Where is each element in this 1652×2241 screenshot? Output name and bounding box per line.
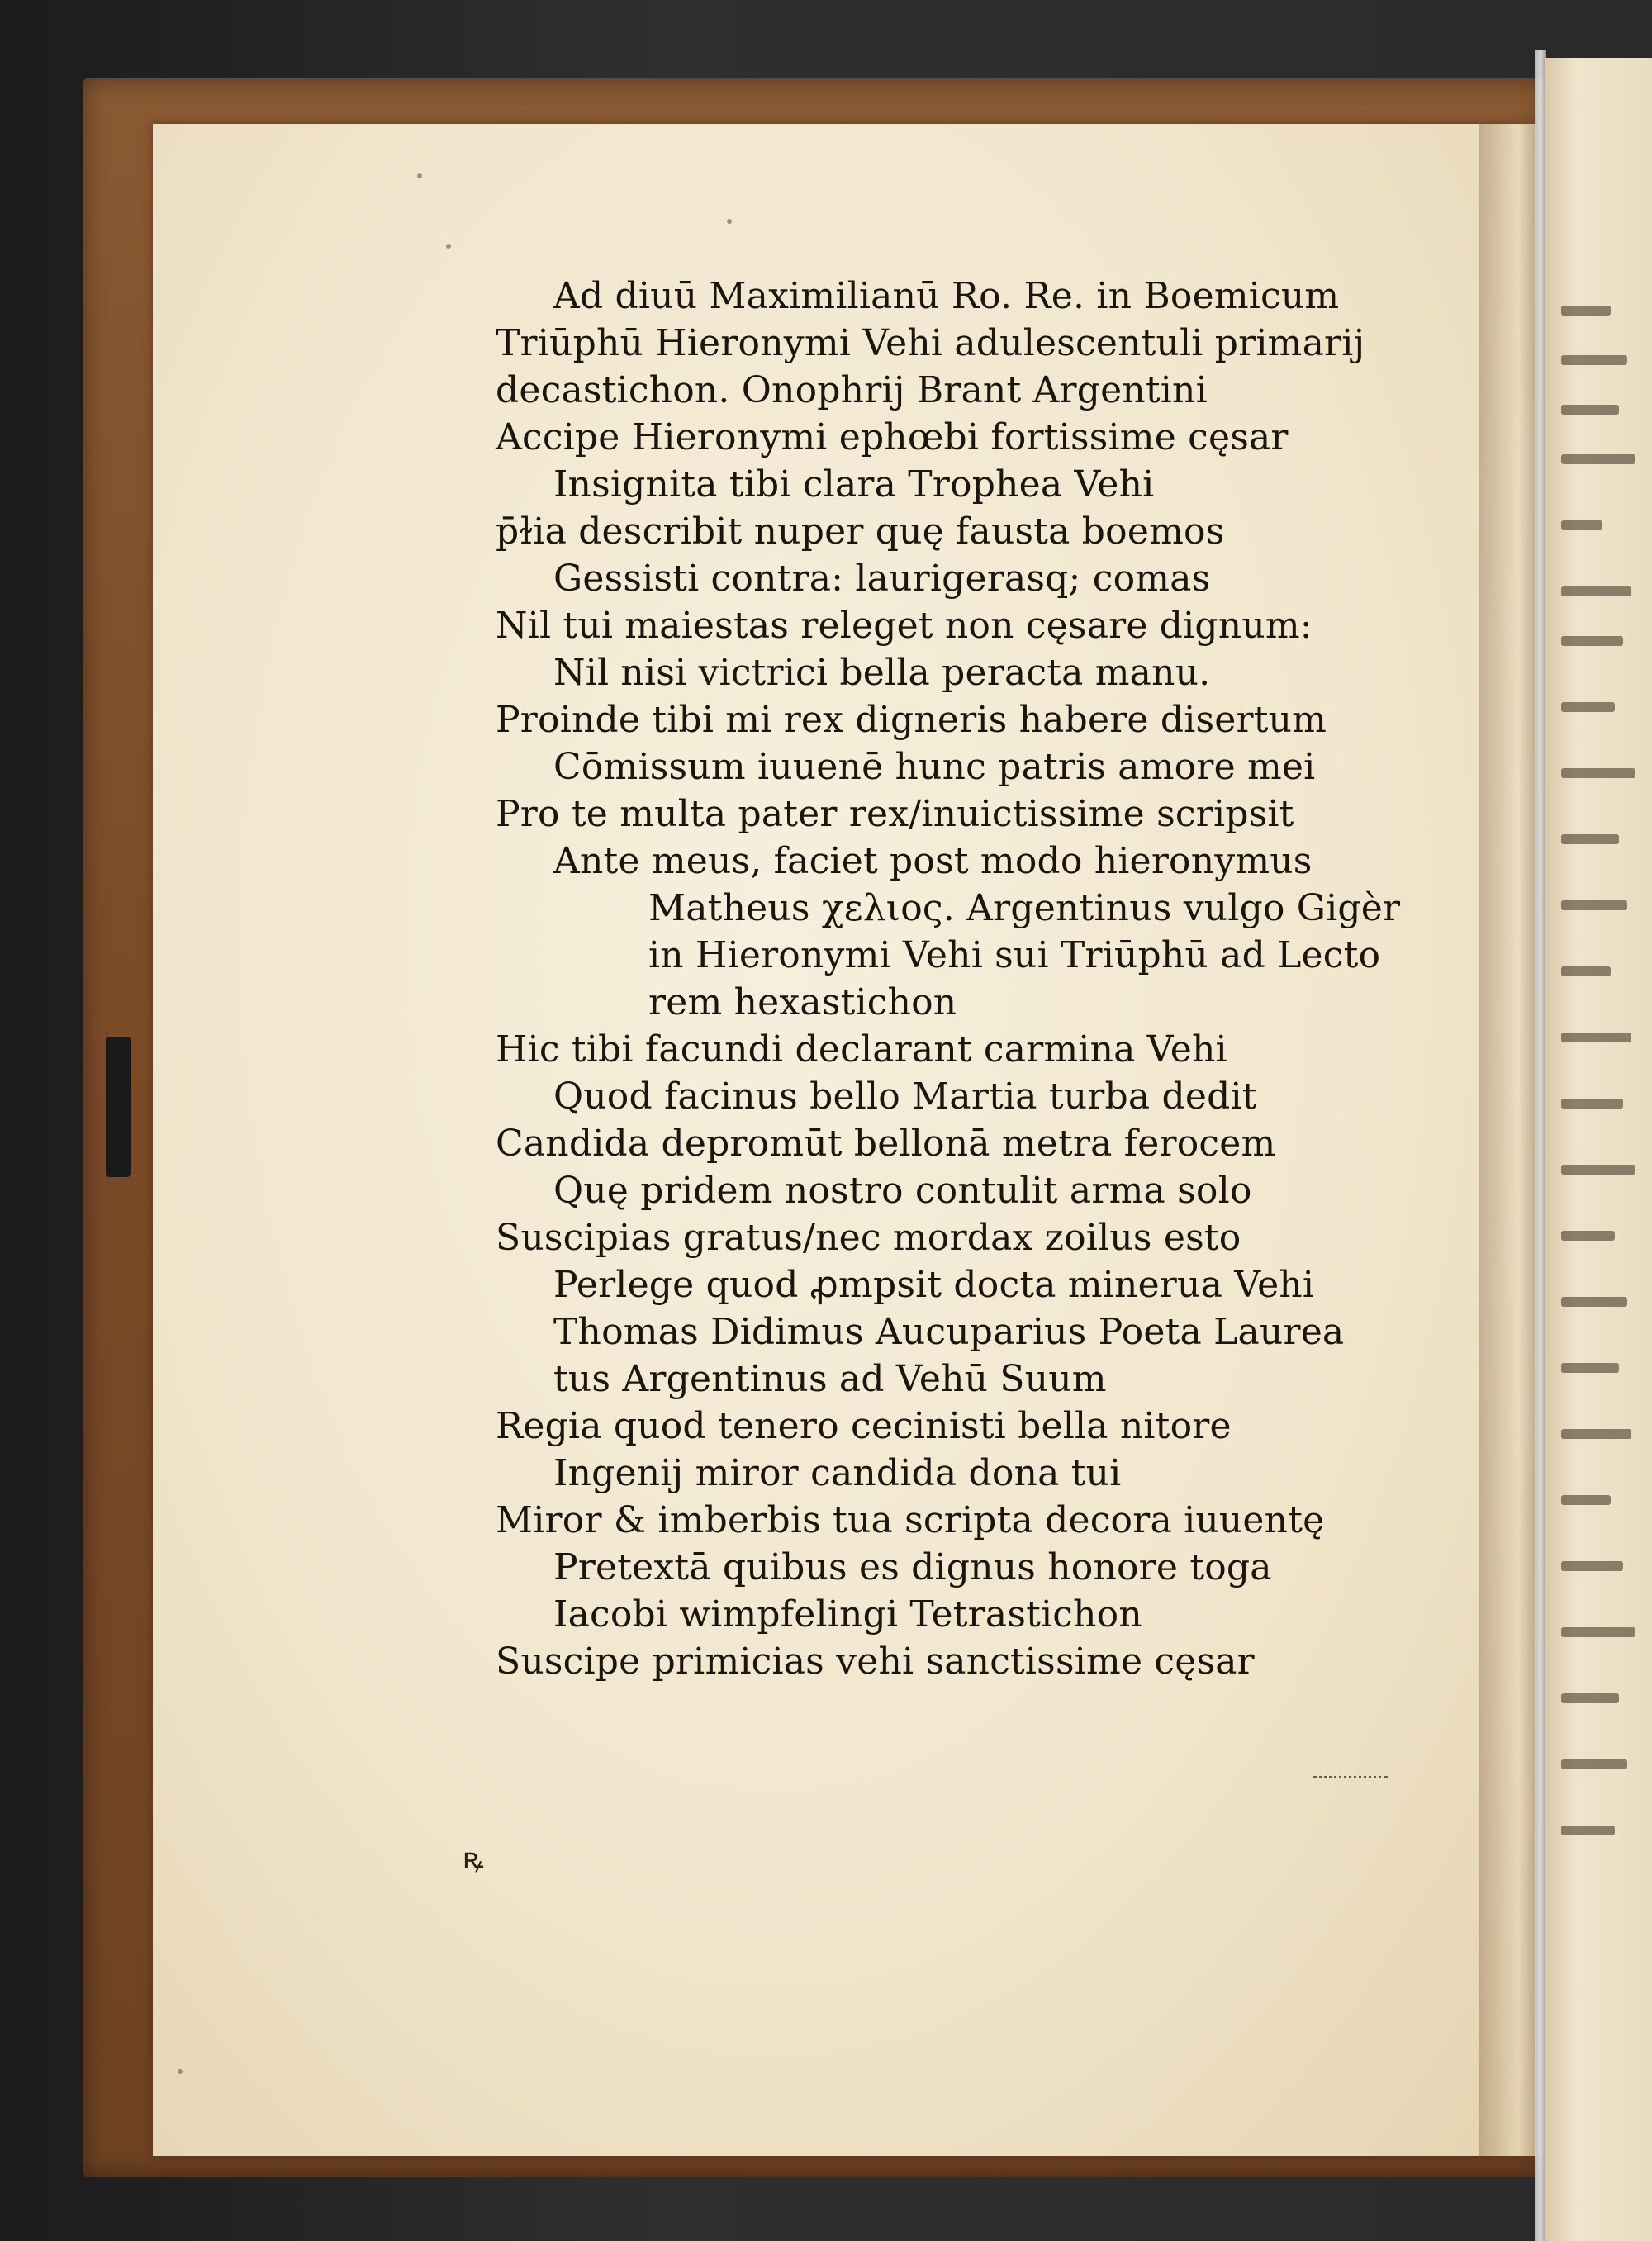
facing-text-fragment: [1561, 900, 1627, 910]
poem-line: Quod facinus bello Martia turba dedit: [553, 1075, 1257, 1118]
facing-text-fragment: [1561, 834, 1619, 844]
poem-heading-line: Thomas Didimus Aucuparius Poeta Laurea: [553, 1311, 1345, 1353]
facing-text-fragment: [1561, 1099, 1623, 1109]
facing-text-fragment: [1561, 1826, 1615, 1835]
poem-line: Candida depromūt bellonā metra ferocem: [496, 1123, 1276, 1165]
page-signature-mark: ꝶ: [463, 1842, 484, 1875]
facing-text-fragment: [1561, 306, 1611, 316]
facing-text-fragment: [1561, 1495, 1611, 1505]
paper-speck: [417, 173, 422, 178]
poem-line: decastichon. Onophrij Brant Argentini: [496, 369, 1208, 411]
poem-line: Miror & imberbis tua scripta decora iuuentę: [496, 1499, 1325, 1541]
poem-heading-line: in Hieronymi Vehi sui Triūphū ad Lecto: [648, 934, 1381, 976]
poem-line: Gessisti contra: laurigerasq; comas: [553, 558, 1211, 600]
poem-line: Pro te multa pater rex/inuictissime scripsit: [496, 793, 1294, 835]
facing-page-edge: [1545, 58, 1652, 2241]
facing-text-fragment: [1561, 454, 1635, 464]
poem-line: Suscipias gratus/nec mordax zoilus esto: [496, 1217, 1241, 1259]
facing-text-fragment: [1561, 1297, 1627, 1307]
poem-line: Ad diuū Maximilianū Ro. Re. in Boemicum: [553, 275, 1340, 317]
poem-line: Cōmissum iuuenē hunc patris amore mei: [553, 746, 1316, 788]
board-clasp-notch: [106, 1037, 131, 1177]
facing-text-fragment: [1561, 520, 1602, 530]
poem-line: Pretextā quibus es dignus honore toga: [553, 1546, 1272, 1588]
facing-text-fragment: [1561, 1231, 1615, 1241]
poem-line: Triūphū Hieronymi Vehi adulescentuli primarij: [496, 322, 1365, 364]
poem-heading-line: rem hexastichon: [648, 981, 957, 1023]
poem-line: p̄ɫia describit nuper quę fausta boemos: [496, 510, 1225, 553]
facing-text-fragment: [1561, 966, 1611, 976]
paper-speck: [446, 244, 451, 249]
poem-line: Proinde tibi mi rex digneris habere disertum: [496, 699, 1327, 741]
poem-line: Nil nisi victrici bella peracta manu.: [553, 652, 1211, 694]
poem-line: Quę pridem nostro contulit arma solo: [553, 1170, 1252, 1212]
facing-text-fragment: [1561, 768, 1635, 778]
poem-text-block: [496, 273, 1437, 1685]
bleed-through-mark: [1313, 1743, 1388, 1778]
facing-text-fragment: [1561, 1693, 1619, 1703]
poem-line: Suscipe primicias vehi sanctissime cęsar: [496, 1640, 1255, 1683]
poem-line: Ingenij miror candida dona tui: [553, 1452, 1122, 1494]
paper-speck: [727, 219, 732, 224]
facing-text-fragment: [1561, 405, 1619, 415]
poem-line: Hic tibi facundi declarant carmina Vehi: [496, 1028, 1227, 1071]
poem-line: Perlege quod ꝓmpsit docta minerua Vehi: [553, 1264, 1315, 1306]
facing-text-fragment: [1561, 1165, 1635, 1175]
facing-text-fragment: [1561, 636, 1623, 646]
poem-line: Insignita tibi clara Trophea Vehi: [553, 463, 1155, 506]
poem-heading-line: Iacobi wimpfelingi Tetrastichon: [553, 1593, 1142, 1636]
poem-line: Regia quod tenero cecinisti bella nitore: [496, 1405, 1232, 1447]
facing-text-fragment: [1561, 1561, 1623, 1571]
facing-text-fragment: [1561, 702, 1615, 712]
facing-text-fragment: [1561, 1033, 1631, 1042]
poem-line: Accipe Hieronymi ephœbi fortissime cęsar: [496, 416, 1289, 458]
poem-heading-line: tus Argentinus ad Vehū Suum: [553, 1358, 1107, 1400]
facing-text-fragment: [1561, 1759, 1627, 1769]
facing-text-fragment: [1561, 1627, 1635, 1637]
poem-line: Nil tui maiestas releget non cęsare dignum:: [496, 605, 1313, 647]
poem-heading-line: Matheus χελιος. Argentinus vulgo Gigèr: [648, 887, 1401, 929]
facing-text-fragment: [1561, 1363, 1619, 1373]
facing-text-fragment: [1561, 586, 1631, 596]
poem-line: Ante meus, faciet post modo hieronymus: [553, 840, 1313, 882]
paper-speck: [178, 2069, 183, 2074]
facing-text-fragment: [1561, 1429, 1631, 1439]
facing-text-fragment: [1561, 355, 1627, 365]
